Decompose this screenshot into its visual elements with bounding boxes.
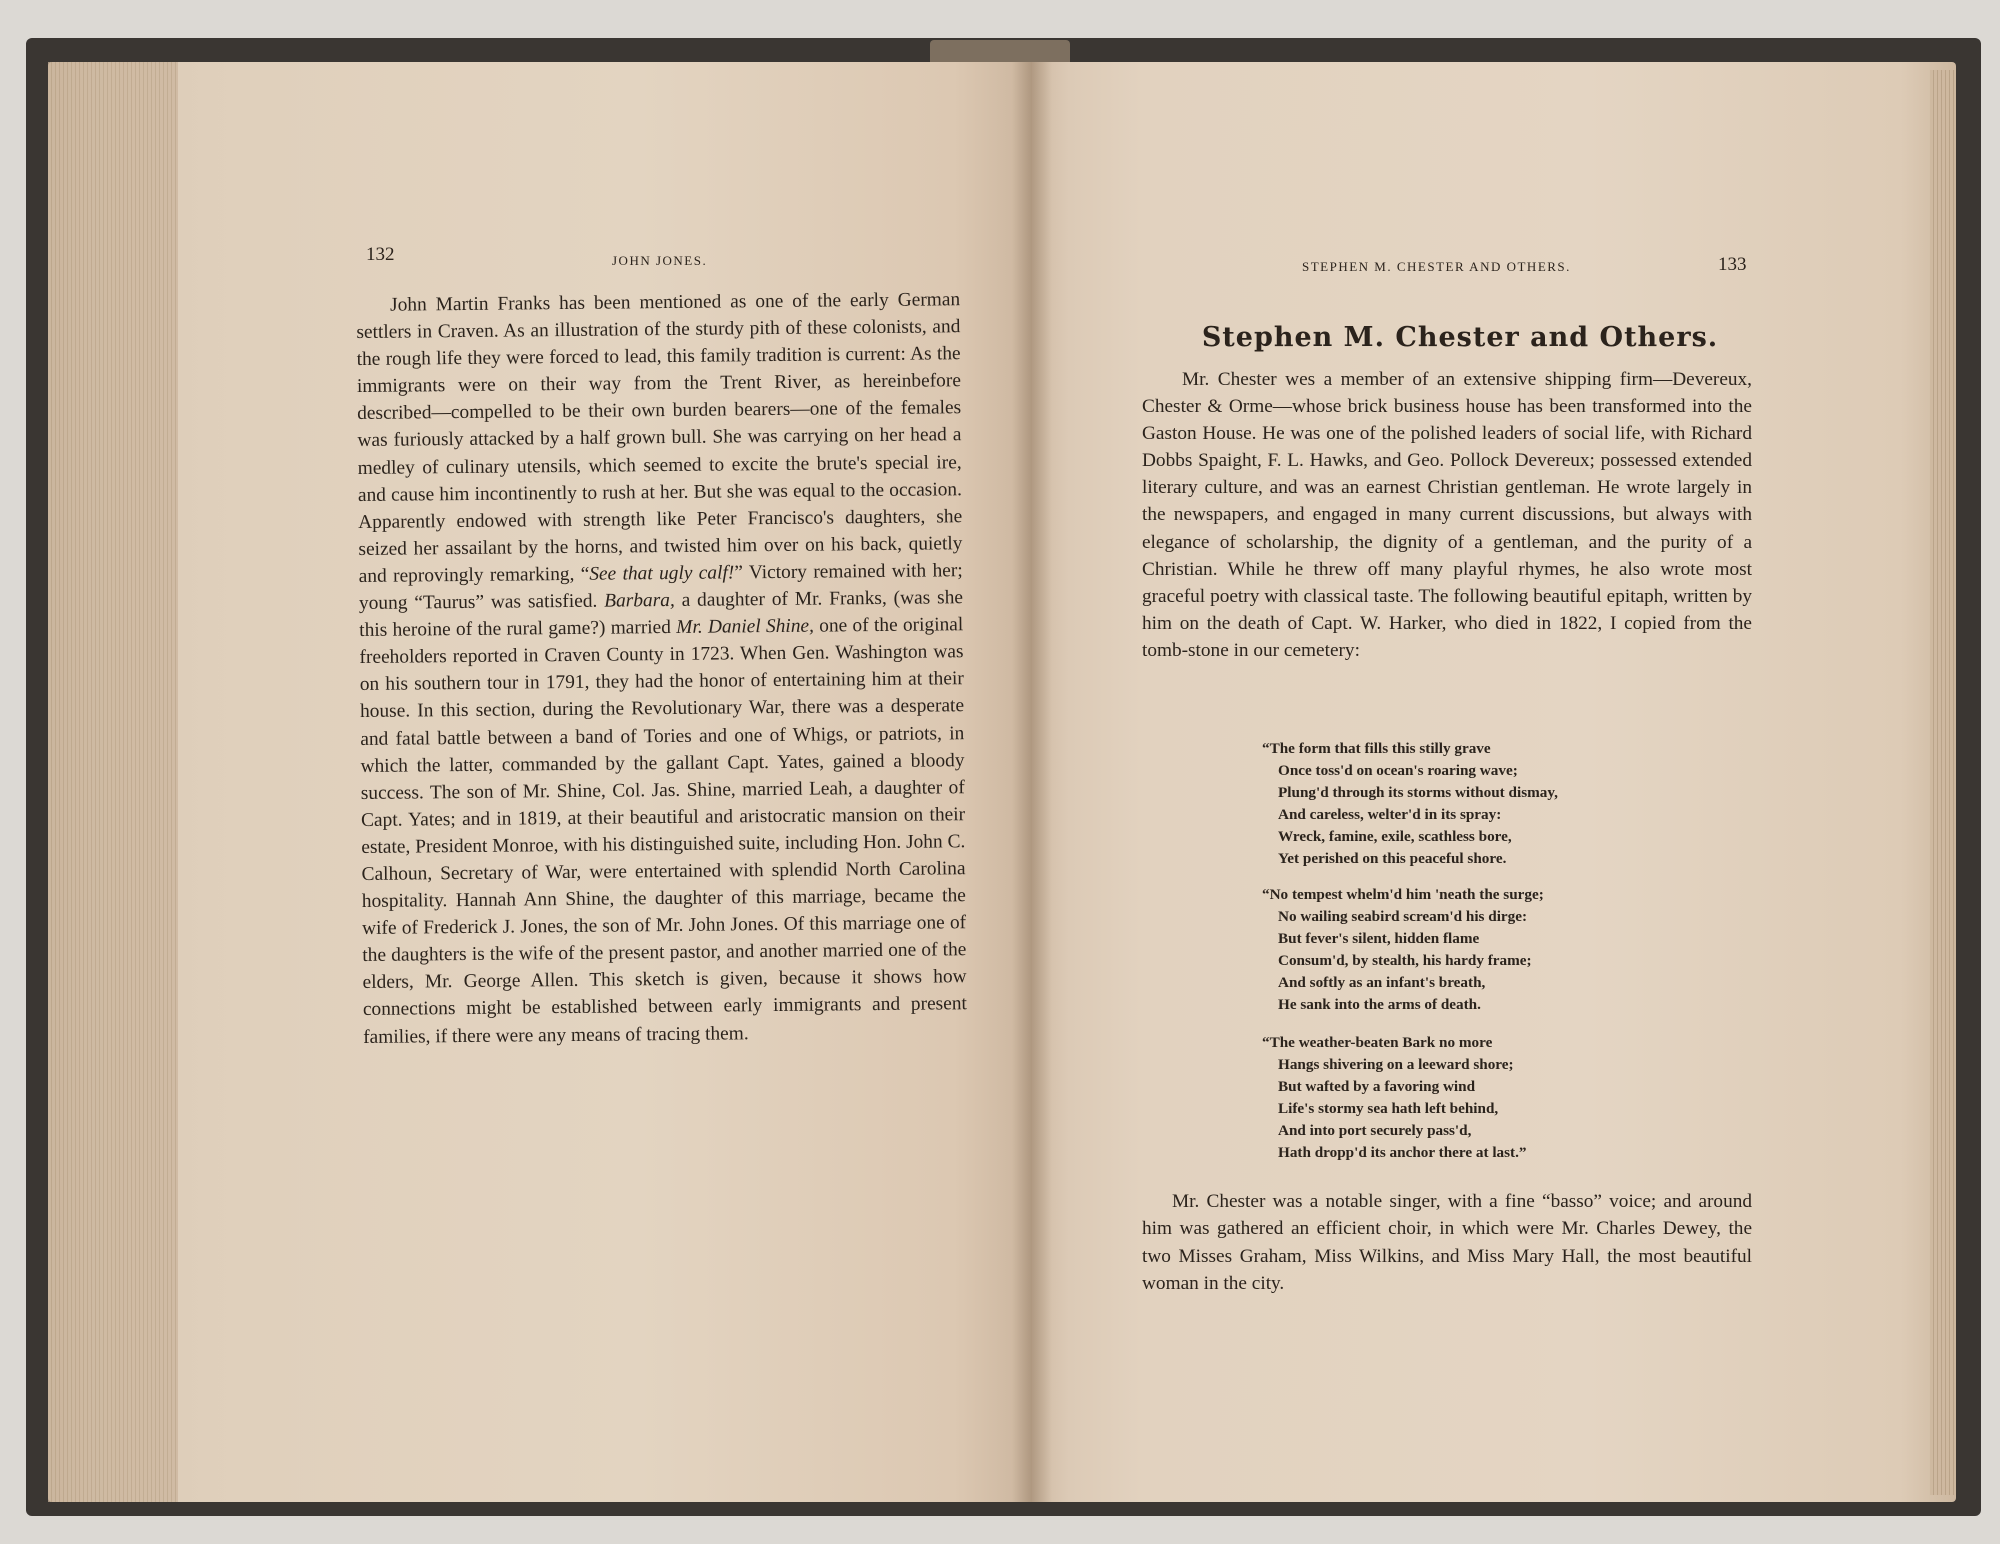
poem-line: Life's stormy sea hath left behind,: [1278, 1100, 1499, 1117]
left-name-barbara: Barbara,: [604, 589, 675, 612]
poem-line: Wreck, famine, exile, scathless bore,: [1278, 828, 1512, 845]
poem-line: “The weather-beaten Bark no more: [1262, 1034, 1493, 1051]
left-page-edges: [48, 62, 178, 1502]
poem-stanza-3: [1262, 1032, 1527, 1164]
chapter-title: Stephen M. Chester and Others.: [1201, 322, 1719, 353]
poem-line: No wailing seabird scream'd his dirge:: [1278, 908, 1528, 925]
left-text-part2: ” Victory remained with her; young “Taurus” was satisfied.: [358, 560, 963, 615]
right-page-edges: [1930, 70, 1956, 1495]
right-page-body: [1142, 366, 1752, 664]
poem-line: “No tempest whelm'd him 'neath the surge;: [1262, 886, 1544, 903]
poem-line: And into port securely pass'd,: [1278, 1122, 1472, 1139]
poem-line: Hath dropp'd its anchor there at last.”: [1278, 1144, 1527, 1161]
left-name-daniel-shine: Mr. Daniel Shine,: [676, 615, 815, 639]
poem-line: Yet perished on this peaceful shore.: [1278, 850, 1507, 867]
right-paragraph-1: Mr. Chester wes a member of an extensive shipping firm—Devereux, Chester & Orme—whose brick business house has been transformed into the Gaston House. He was one of the polished leaders of social life, with Richard Dobbs Spaight, F. L. Hawks, and Geo. Pollock Devereux; possessed extended literary culture, and was an earnest Christian gentleman. He wrote largely in the newspapers, and engaged in many current discussions, but always with elegance of scholarship, the dignity of a gentleman, and the purity of a Christian. While he threw off many playful rhymes, he also wrote most graceful poetry with classical taste. The following beautiful epitaph, written by him on the death of Capt. W. Harker, who died in 1822, I copied from the tomb-stone in our cemetery:: [1142, 369, 1752, 661]
poem-line: And careless, welter'd in its spray:: [1278, 806, 1502, 823]
poem-line: And softly as an infant's breath,: [1278, 974, 1486, 991]
poem-line: Consum'd, by stealth, his hardy frame;: [1278, 952, 1532, 969]
poem-line: Plung'd through its storms without dismay,: [1278, 784, 1558, 801]
right-page-closing: [1142, 1188, 1752, 1298]
left-text-part3: a daughter of Mr. Franks, (was she this heroine of the rural game?) married: [359, 587, 964, 642]
left-page-body: [356, 286, 967, 1050]
poem-line: “The form that fills this stilly grave: [1262, 740, 1491, 757]
right-running-head: STEPHEN M. CHESTER AND OTHERS.: [1302, 259, 1571, 274]
poem-line: Hangs shivering on a leeward shore;: [1278, 1056, 1514, 1073]
poem-line: But fever's silent, hidden flame: [1278, 930, 1480, 947]
book-gutter: [1012, 62, 1052, 1502]
poem-line: But wafted by a favoring wind: [1278, 1078, 1476, 1095]
left-text-part4: one of the original freeholders reported in Craven County in 1723. When Gen. Washington was on his southern tour in 1791, they had the honor of entertaining him at their house. In this section, during the Revolutionary War, there was a desperate and fatal battle between a band of Tories and one of Whigs, or patriots, in which the latter, commanded by the gallant Capt. Yates, gained a bloody success. The son of Mr. Shine, Col. Jas. Shine, married Leah, a daughter of Capt. Yates; and in 1819, at their beautiful and aristocratic mansion on their estate, President Monroe, with his distinguished suite, including Hon. John C. Calhoun, Secretary of War, were entertained with splendid North Carolina hospitality. Hannah Ann Shine, the daughter of this marriage, became the wife of Frederick J. Jones, the son of Mr. John Jones. Of this marriage one of the daughters is the wife of the present pastor, and another married one of the elders, Mr. George Allen. This sketch is given, because it shows how connections might be established between early immigrants and present families, if there were any means of tracing them.: [359, 614, 967, 1048]
left-paragraph: [356, 286, 967, 1050]
right-paragraph-2: Mr. Chester was a notable singer, with a fine “basso” voice; and around him was gathered an efficient choir, in which were Mr. Charles Dewey, the two Misses Graham, Miss Wilkins, and Miss Mary Hall, the most beautiful woman in the city.: [1142, 1191, 1752, 1295]
poem-line: He sank into the arms of death.: [1278, 996, 1481, 1013]
left-running-head: JOHN JONES.: [612, 253, 708, 268]
poem-line: Once toss'd on ocean's roaring wave;: [1278, 762, 1518, 779]
left-quote: See that ugly calf!: [589, 562, 735, 585]
left-text-part1: John Martin Franks has been mentioned as one of the early German settlers in Craven. As an illustration of the sturdy pith of these colonists, and the rough life they were forced to lead, this family tradition is current: As the immigrants were on their way from the Trent River, as hereinbefore described—compelled to be their own burden bearers—one of the females was furiously attacked by a half grown bull. She was carrying on her head a medley of culinary utensils, which seemed to excite the brute's special ire, and cause him incontinently to rush at her. But she was equal to the occasion. Apparently endowed with strength like Peter Francisco's daughters, she seized her assailant by the horns, and twisted him over on his back, quietly and reprovingly remarking, “: [356, 289, 963, 587]
right-page-number: 133: [1718, 254, 1747, 275]
poem-stanza-2: [1262, 884, 1544, 1016]
poem-stanza-1: [1262, 738, 1558, 870]
left-page-number: 132: [366, 244, 395, 265]
